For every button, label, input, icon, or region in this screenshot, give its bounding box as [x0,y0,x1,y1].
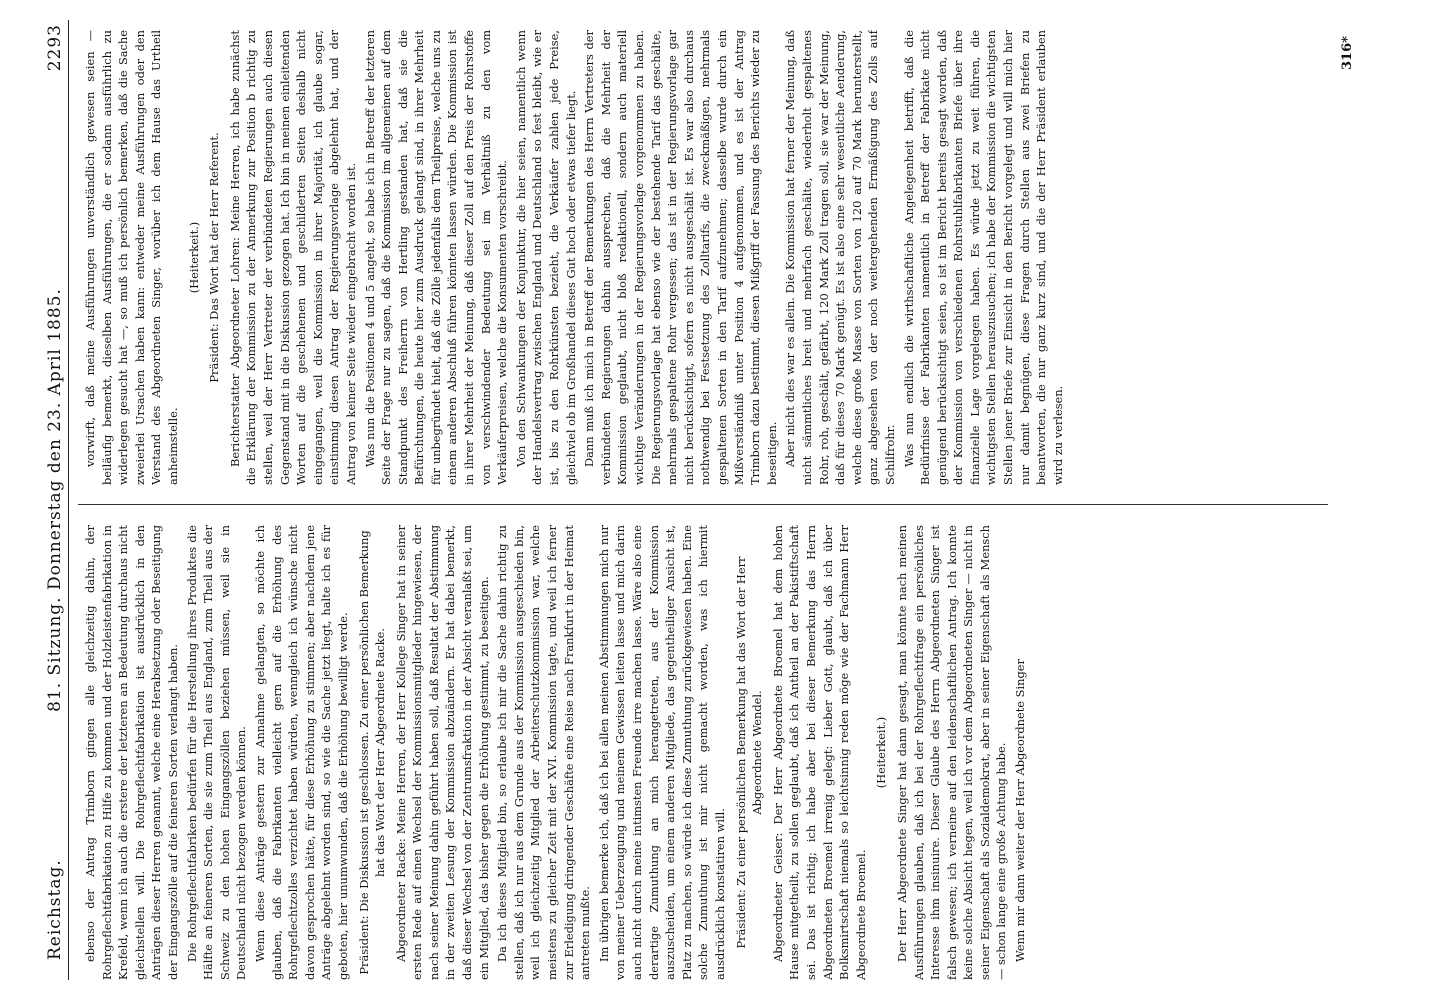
paragraph: Berichterstatter Abgeordneter Lohren: Meine Herren, ich habe zunächst die Erklärung der Kommission zu der Anmerkung zur Position b richtig zu stellen, weil der Herr Vertreter der verbündeten Regierungen auch diesen Gegenstand mit in die Diskussion gezogen hat. Ich bin in meinen einleitenden Worten auf die geschehenen und geschilderten Seiten deshalb nicht eingegangen, weil die Kommission in ihrer Majorität, ich glaube sogar, einstimmig diesen Antrag der Regierungsvorlage abgelehnt hat, und der Antrag von keiner Seite wieder eingebracht worden ist. [227,30,358,485]
paragraph: Die Rohrgeflechtfabriken bedürfen für die Herstellung ihres Produktes die Hälfte an feineren Sorten, die sie zum Theil aus England, zum Theil aus der Schweiz zu den hohen Eingangszöllen beziehen müssen, weil sie in Deutschland nicht bezogen werden können. [184,525,249,980]
paragraph: Was nun endlich die wirthschaftliche Angelegenheit betrifft, daß die Bedürfnisse der Fabrikanten namentlich in Betreff der Fabrikate nicht genügend berücksichtigt seien, so ist im Bericht bereits gesagt worden, daß der Kommission von verschiedenen Rohrstuhlfabrikanten Briefe über ihre finanzielle Lage vorgelegen haben. Es würde jetzt zu weit führen, die wichtigsten Stellen herauszusuchen; ich habe der Kommission die wichtigsten Stellen jener Briefe zur Einsicht in den Bericht vorgelegt und will mich hier nur damit begnügen, diese Fragen durch Stellen aus zwei Briefen zu beantworten, die nur ganz kurz sind, und die der Herr Präsident erlauben wird zu verlesen. [901,30,1065,485]
paragraph: Da ich dieses Mitglied bin, so erlaube ich mir die Sache dahin richtig zu stellen, daß ich nur aus dem Grunde aus der Kommission ausgeschieden bin, weil ich gleichzeitig Mitglied der Arbeiterschutzkommission war, welche meistens zu gleicher Zeit mit der XVI. Kommission tagte, und weil ich ferner zur Erledigung dringender Geschäfte eine Reise nach Frankfurt in der Heimat antreten mußte. [495,525,593,980]
header-center: 81. Sitzung. Donnerstag den 23. April 1885. [45,288,65,712]
paragraph: ebenso der Antrag Trimborn gingen alle gleichzeitig dahin, der Rohrgeflechtfabrikation zu Hilfe zu kommen und der Holzleistenfabrikation in Krefeld, wenn ich auch die erstere der letzteren an Bedeutung durchaus nicht gleichstellen will. Die Rohrgeflechtfabrikation ist ausdrücklich in den Anträgen dieser Herren genannt, welche eine Herabsetzung oder Beseitigung der Eingangszölle auf die feineren Sorten verlangt haben. [83,525,180,980]
speaker-line: (Heiterkeit.) [874,716,889,789]
paragraph: Im übrigen bemerke ich, daß ich bei allen meinen Abstimmungen mich nur von meiner Ueberzeugung und meinem Gewissen leiten lasse und mich darin auch nicht durch meine intimsten Freunde irre machen lasse. Wäre also eine derartige Zumuthung an mich herangetreten, aus der Kommission auszuscheiden, um einem anderen Mitgliede, das gegentheiliger Ansicht ist, Platz zu machen, so würde ich diese Zumuthung zurückgewiesen haben. Eine solche Zumuthung ist mir nicht gemacht worden, was ich hiermit ausdrücklich konstatiren will. [596,525,727,980]
paragraph: Wenn mir dann weiter der Herr Abgeordnete Singer [1013,659,1028,962]
paragraph: Von den Schwankungen der Konjunktur, die hier seien, namentlich wenn der Handelsvertrag zwischen England und Deutschland so fest bleibt, wie er ist, bis zu den Rohrkünsten bezieht, die Verkäufer zahlen jede Preise, gleichviel ob im Großhandel dieses Gut hoch oder etwas tiefer liegt. [513,30,578,485]
speaker-line: Präsident: Zu einer persönlichen Bemerkung hat das Wort der Herr Abgeordnete Wendel. [733,556,765,949]
paragraph: Was nun die Positionen 4 und 5 angeht, so habe ich in Betreff der letzteren Seite der Frage nur zu sagen, daß die Kommission im allgemeinen auf dem Standpunkt des Freiherrn von Hertling gestanden hat, daß sie die Befürchtungen, die heute hier zum Ausdruck gelangt sind, in ihrer Mehrheit für unbegründet hielt, daß die Zölle jedenfalls dem Theilpreise, welche uns zu einem anderen Abschluß führen könnten lassen würden. Die Kommission ist in ihrer Mehrheit der Meinung, daß dieser Zoll auf den Preis der Rohrstoffe von verschwindender Bedeutung sei im Verhältniß zu den vom Verkäuferpreisen, welche die Konsumenten vorschreibt. [362,30,510,485]
sheet-signature: 316* [1340,36,1355,70]
right-column [82,30,1352,485]
paragraph: Aber nicht dies war es allein. Die Kommission hat ferner der Meinung, daß nicht sämmtliches breit und mehrfach geschälte, wiederholt gespaltenes Rohr, roh, geschält, gefärbt, 120 Mark Zoll tragen soll, sie war der Meinung, daß für dieses 70 Mark genügt. Es ist also eine sehr wesentliche Aenderung, welche diese große Masse von Sorten von 120 auf 70 Mark herunterstellt, ganz abgesehen von der noch weitergehenden Ermäßigung des Zolls auf Schilfrohr. [783,30,897,485]
left-column [82,525,1322,980]
speaker-line: Präsident: Die Diskussion ist geschlossen. Zu einer persönlichen Bemerkung hat das Wort der Herr Abgeordnete Racke. [356,530,388,975]
page-number: 2293 [45,24,65,72]
speaker-line: Präsident: Das Wort hat der Herr Referent. [207,132,222,383]
paragraph: Der Herr Abgeordnete Singer hat dann gesagt, man könnte nach meinen Ausführungen glauben, daß ich bei der Rohrgeflechtfrage ein persönliches Interesse ihm insinuire. Dieser Glaube des Herrn Abgeordneten Singer ist falsch gewesen; ich verneine auf den leidenschaftlichen Antrag. Ich konnte keine solche Absicht hegen, weil ich vor dem Abgeordneten Singer — nicht in seiner Eigenschaft als Sozialdemokrat, aber in seiner Eigenschaft als Mensch — schon lange eine große Achtung habe. [894,525,1009,980]
column-divider [78,504,1328,505]
header-left: Reichstag. [45,859,65,960]
page-header [42,20,69,980]
paragraph: Abgeordneter Racke: Meine Herren, der Herr Kollege Singer hat in seiner ersten Rede auf einen Wechsel der Kommissionsmitglieder hingewiesen, der nach seiner Meinung dahin geführt haben soll, daß Resultat der Abstimmung in der zweiten Lesung der Kommission abzuändern. Er hat dabei bemerkt, daß dieser Wechsel von der Zentrumsfraktion in der Absicht veranlaßt sei, um ein Mitglied, das bisher gegen die Erhöhung gestimmt, zu beseitigen. [393,525,491,980]
speaker-line: (Heiterkeit.) [186,221,201,294]
paragraph: Dann muß ich mich in Betreff der Bemerkungen des Herrn Vertreters der verbündeten Regierungen dahin aussprechen, daß die Mehrheit der Kommission geglaubt, nicht bloß redaktionell, sondern auch materiell wichtige Veränderungen in der Regierungsvorlage vorgenommen zu haben. Die Regierungsvorlage hat ebenso wie der bestehende Tarif das geschälte, mehrmals gespaltene Rohr vergessen; das ist in der Regierungsvorlage gar nicht berücksichtigt, sofern es nicht ausgeschält ist. Es war also durchaus nothwendig bei Festsetzung des Zolltarifs, die zweckmäßigen, mehrmals gespaltenen Sorten in den Tarif aufzunehmen; dasselbe wurde durch ein Mißverständniß unter Position 4 aufgenommen, und es ist der Antrag Trimborn dazu bestimmt, diesen Mißgriff der Fassung des Berichts wieder zu beseitigen. [582,30,779,485]
paragraph: vorwirft, daß meine Ausführungen unverständlich gewesen seien — beiläufig bemerkt, dieselben Ausführungen, die er sodann ausführlich zu widerlegen gesucht hat —, so muß ich persönlich bemerken, daß die Sache zweierlei Ursachen haben kann: entweder meine Ausführungen oder den Verstand des Abgeordneten Singer, worüber ich dem Hause das Urtheil anheimstelle. [83,30,180,485]
paragraph: Wenn diese Anträge gestern zur Annahme gelangten, so möchte ich glauben, daß die Fabrikanten vielleicht gern auf die Erhöhung des Rohrgeflechtzolles verzichtet haben würden, wenngleich ich wünsche nicht davon gesprochen hätte, für diese Erhöhung zu stimmen; aber nachdem jene Anträge abgelehnt worden sind, so wie die Sache jetzt liegt, halte ich es für geboten, hier unumwunden, daß die Erhöhung bewilligt werde. [252,525,350,980]
digitization-credit [0,0,16,1000]
paragraph: Abgeordneter Geiser: Der Herr Abgeordnete Broemel hat dem hohen Hause mitgetheilt, zu sollen geglaubt, daß ich Antheil an der Pakistiftschaft sei. Das ist richtig; ich habe aber bei dieser Bemerkung das Herrn Abgeordneten Broemel irrenig gelegt: Lieber Gott, glaubt, daß ich über Bolksmirtschaft niemals so leichtsinnig reden möge wie der Fachmann Herr Abgeordnete Broemel. [770,525,868,980]
